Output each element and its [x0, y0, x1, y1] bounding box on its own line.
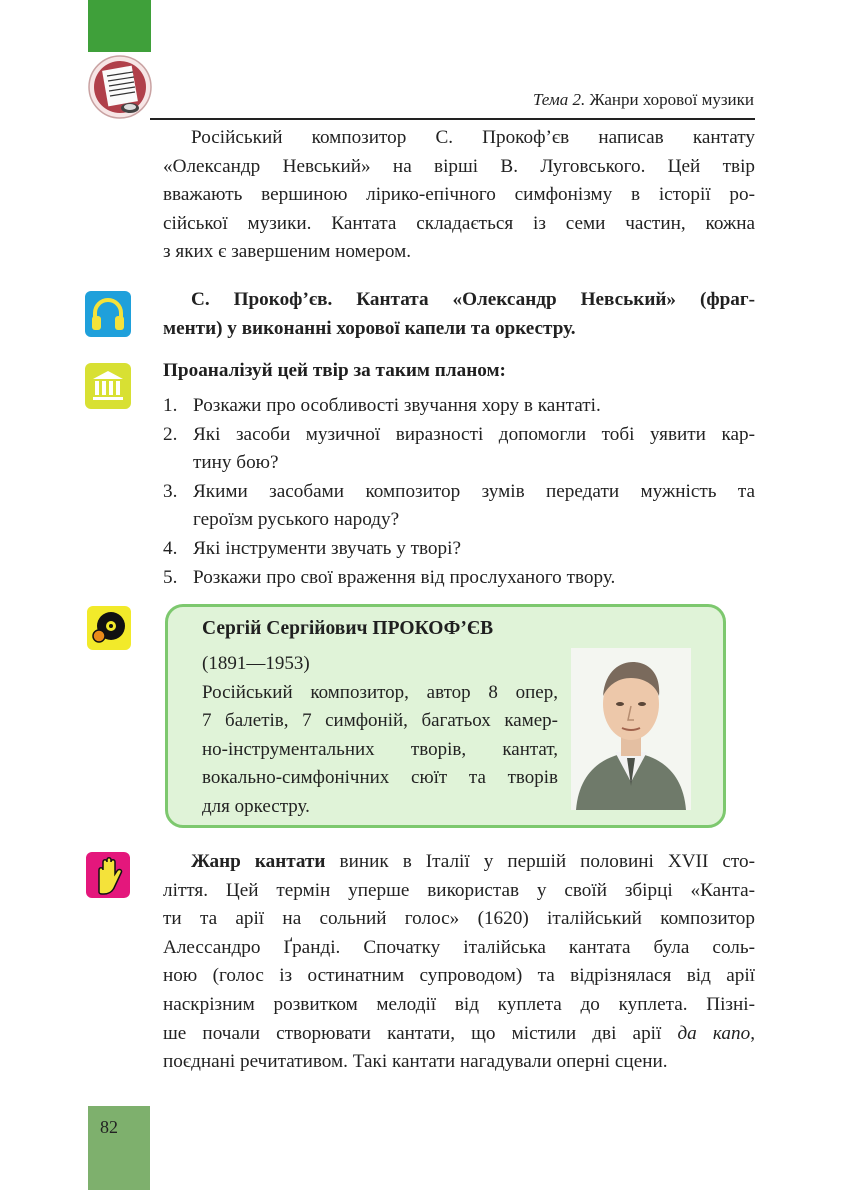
list-text: Які інструменти звучать у творі? [193, 537, 461, 559]
list-item [163, 535, 755, 564]
intro-line: сійської музики. Кантата складається із семи частин, кожна [163, 212, 755, 234]
page-number-box [88, 1106, 150, 1190]
listening-line: менти) у виконанні хорової капели та оркестру. [163, 317, 576, 339]
intro-paragraph [163, 124, 755, 267]
topic-title: Жанри хорової музики [589, 90, 754, 109]
cantata-line [163, 848, 755, 877]
composer-bio [202, 650, 558, 822]
bio-line: но-інструментальних творів, кантат, [202, 738, 558, 760]
disc-icon [87, 606, 131, 650]
list-item [163, 392, 755, 421]
headphones-icon [85, 291, 131, 337]
bio-line: 7 балетів, 7 симфоній, багатьох камер- [202, 710, 558, 732]
list-text: Якими засобами композитор зумів передати мужність та [193, 480, 755, 502]
cantata-line [163, 1020, 755, 1049]
intro-line: з яких є завершеним номером. [163, 241, 412, 263]
intro-line: «Олександр Невський» на вірші В. Луговського. Цей твір [163, 155, 755, 177]
cantata-text: виник в Італії у першій половині XVII сто- [325, 851, 755, 872]
page-number: 82 [100, 1117, 118, 1137]
list-text: героїзм руського народу? [193, 509, 400, 531]
bio-line: Російський композитор, автор 8 опер, [202, 681, 558, 703]
cantata-text: , [750, 1022, 755, 1044]
list-number: 5. [163, 566, 178, 588]
list-text: Розкажи про особливості звучання хору в кантаті. [193, 395, 601, 416]
cantata-text: ше почали створювати кантати, що містили дві арії [163, 1022, 678, 1044]
bio-line: для оркестру. [202, 795, 310, 817]
analysis-heading: Проаналізуй цей твір за таким планом: [163, 360, 506, 381]
cantata-term: Жанр кантати [191, 851, 326, 872]
bio-line: вокально-симфонічних сюїт та творів [202, 767, 558, 789]
composer-years: (1891—1953) [202, 653, 310, 674]
da-capo-term: да капо [677, 1022, 751, 1044]
listening-line: С. Прокоф’єв. Кантата «Олександр Невський» (фраг- [191, 289, 755, 310]
cantata-line: наскрізним розвитком мелодії від куплета до куплета. Пізні- [163, 993, 755, 1015]
topic-label: Тема 2. [532, 90, 586, 109]
list-text: Розкажи про свої враження від прослуханого твору. [193, 566, 616, 588]
cantata-line: ною (голос із остинатним супроводом) та відрізнялася від арії [163, 965, 755, 987]
hand-icon [86, 852, 130, 898]
list-number: 1. [163, 395, 178, 416]
composer-name: Сергій Сергійович ПРОКОФ’ЄВ [202, 618, 494, 639]
list-number: 2. [163, 423, 178, 445]
list-text: тину бою? [193, 452, 279, 474]
museum-icon [85, 363, 131, 409]
cantata-line: ти та арії на сольний голос» (1620) італійський композитор [163, 908, 755, 930]
topic-header [533, 90, 754, 110]
header-rule [150, 118, 755, 120]
score-logo-icon [86, 54, 154, 120]
cantata-paragraph [163, 848, 755, 1077]
header-color-tab [88, 0, 151, 52]
list-number: 4. [163, 537, 178, 559]
cantata-line: Алессандро Ґранді. Спочатку італійська кантата була соль- [163, 936, 755, 958]
list-item [163, 421, 755, 478]
list-text: Які засоби музичної виразності допомогли тобі уявити кар- [193, 423, 755, 445]
list-number: 3. [163, 480, 178, 502]
analysis-list [163, 392, 755, 592]
listening-task [163, 286, 755, 343]
cantata-line: ліття. Цей термін уперше використав у своїй збірці «Канта- [163, 879, 755, 901]
list-item [163, 564, 755, 593]
intro-line: Російський композитор С. Прокоф’єв написав кантату [191, 127, 755, 148]
intro-line: вважають вершиною лірико-епічного симфонізму в історії ро- [163, 184, 755, 206]
cantata-line: поєднані речитативом. Такі кантати нагадували оперні сцени. [163, 1051, 668, 1073]
list-item [163, 478, 755, 535]
composer-portrait [571, 648, 691, 810]
